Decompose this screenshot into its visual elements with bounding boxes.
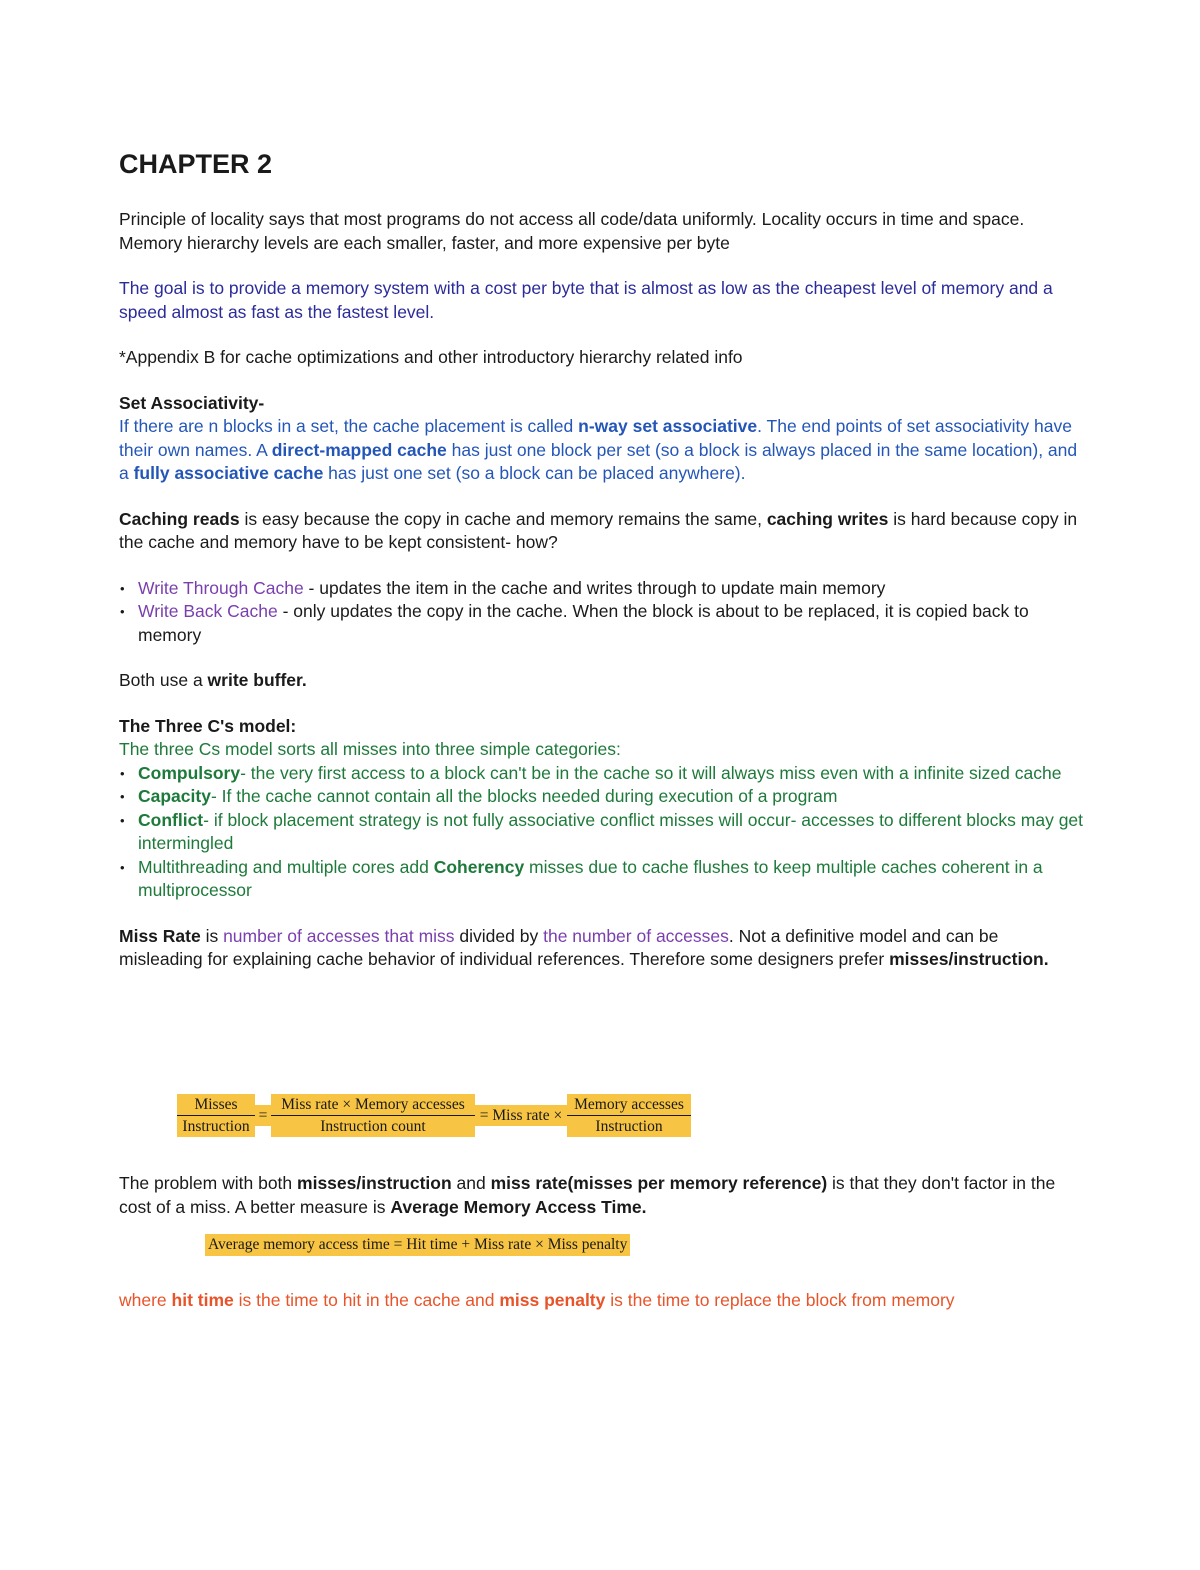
equals-sign: = [255,1105,271,1126]
amat-formula: Average memory access time = Hit time + Miss rate × Miss penalty [205,1234,630,1256]
bullet-icon: • [120,604,125,619]
direct-mapped-term: direct-mapped cache [271,439,447,460]
denominator-phrase: the number of accesses [543,925,729,946]
miss-rate-term: miss rate(misses per memory reference) [490,1173,828,1193]
miss-penalty-term: miss penalty [499,1290,606,1310]
numerator-phrase: number of accesses that miss [223,925,455,946]
write-back-term: Write Back Cache [138,601,278,621]
fraction-denominator: Instruction [595,1118,663,1135]
write-buffer-paragraph [119,669,1084,693]
list-item [119,809,1084,856]
text-run: misses due to cache flushes to keep multiple caches coherent in a multiprocessor [138,856,1043,900]
text-run: . Not a definitive model and can be misleading for explaining cache behavior of individual references. Therefore some designers prefer [119,925,999,969]
text-run: - only updates the copy in the cache. When the block is about to be replaced, it is copied back to memory [138,601,1029,645]
fraction [271,1094,475,1137]
bullet-icon: • [120,765,125,781]
text-run: where [119,1290,172,1310]
list-item [119,785,1084,809]
text-run: has just one set (so a block can be placed anywhere). [323,463,746,483]
text-run: is that they don't factor in the cost of a miss. A better measure is [119,1173,1056,1217]
category-term: Compulsory [138,762,241,783]
amat-term: Average Memory Access Time. [390,1196,647,1217]
goal-paragraph: The goal is to provide a memory system with a cost per byte that is almost as low as the cheapest level of memory and a speed almost as fast as the fastest level. [119,278,1053,322]
text-run: If there are n blocks in a set, the cache placement is called [119,416,579,436]
text-run: . The end points of set associativity have their own names. A [119,416,1072,460]
text-run: is the time to replace the block from memory [605,1290,955,1310]
misses-instruction-term: misses/instruction [297,1173,452,1193]
problem-paragraph [119,1172,1084,1219]
category-term: Capacity [138,786,211,806]
write-through-term: Write Through Cache [138,577,304,598]
three-cs-heading: The Three C's model: [119,715,297,736]
set-associativity-paragraph [119,415,1084,486]
text-run: - the very first access to a block can't be in the cache so it will always miss even with a infinite sized cache [240,762,1062,783]
write-policy-list [119,577,1084,648]
text-run: is the time to hit in the cache and [233,1290,500,1310]
write-buffer-term: write buffer. [207,670,307,690]
fraction-denominator: Instruction [182,1118,250,1135]
problem-section [119,1172,1084,1219]
bullet-icon: • [120,580,125,596]
text-run: Multithreading and multiple cores add [138,856,434,877]
fraction [177,1094,255,1137]
misses-per-instruction-formula [177,1094,691,1138]
text-run: The problem with both [119,1173,298,1193]
list-item [119,856,1084,903]
list-item [119,577,1084,601]
fraction-numerator: Miss rate × Memory accesses [271,1094,475,1116]
text-run: is [200,925,224,946]
hit-time-term: hit time [171,1290,234,1310]
fraction [567,1094,691,1137]
caching-writes-term: caching writes [766,508,889,529]
text-run: - If the cache cannot contain all the blocks needed during execution of a program [210,786,838,806]
document-body [119,148,1084,972]
n-way-term: n-way set associative [578,416,758,436]
fraction-denominator: Instruction count [320,1118,426,1135]
text-run: - updates the item in the cache and writes through to update main memory [303,577,886,598]
text-run: is hard because copy in the cache and memory have to be kept consistent- how? [119,508,1078,552]
chapter-title: CHAPTER 2 [119,149,273,179]
fraction-numerator: Memory accesses [567,1094,691,1116]
caching-paragraph [119,508,1084,555]
category-term: Coherency [433,856,525,877]
text-run: is easy because the copy in cache and memory remains the same, [239,508,767,529]
fully-associative-term: fully associative cache [133,463,324,483]
miss-rate-operator: = Miss rate × [475,1105,567,1126]
three-cs-intro: The three Cs model sorts all misses into three simple categories: [119,739,621,759]
where-paragraph [119,1289,1119,1313]
text-run: divided by [454,925,544,946]
bullet-icon: • [120,812,125,828]
misses-per-instruction-term: misses/instruction. [889,949,1049,969]
bullet-icon: • [120,789,125,804]
miss-rate-term: Miss Rate [119,925,201,946]
bullet-icon: • [120,859,125,875]
appendix-note: *Appendix B for cache optimizations and other introductory hierarchy related info [119,347,743,367]
text-run: Both use a [119,670,208,690]
three-cs-list [119,762,1084,903]
hierarchy-paragraph: Memory hierarchy levels are each smaller, faster, and more expensive per byte [119,232,730,253]
category-term: Conflict [138,809,204,830]
miss-rate-paragraph [119,925,1084,972]
list-item [119,762,1084,786]
text-run: and [451,1173,491,1193]
set-associativity-heading: Set Associativity- [119,392,265,413]
text-run: - if block placement strategy is not fully associative conflict misses will occur- accesses to different blocks may get intermingled [138,809,1084,853]
fraction-numerator: Misses [177,1094,255,1116]
caching-reads-term: Caching reads [119,508,240,529]
locality-paragraph: Principle of locality says that most programs do not access all code/data uniformly. Locality occurs in time and space. [119,209,1025,229]
list-item [119,600,1084,647]
text-run: has just one block per set (so a block is always placed in the same location), and a [119,439,1078,483]
